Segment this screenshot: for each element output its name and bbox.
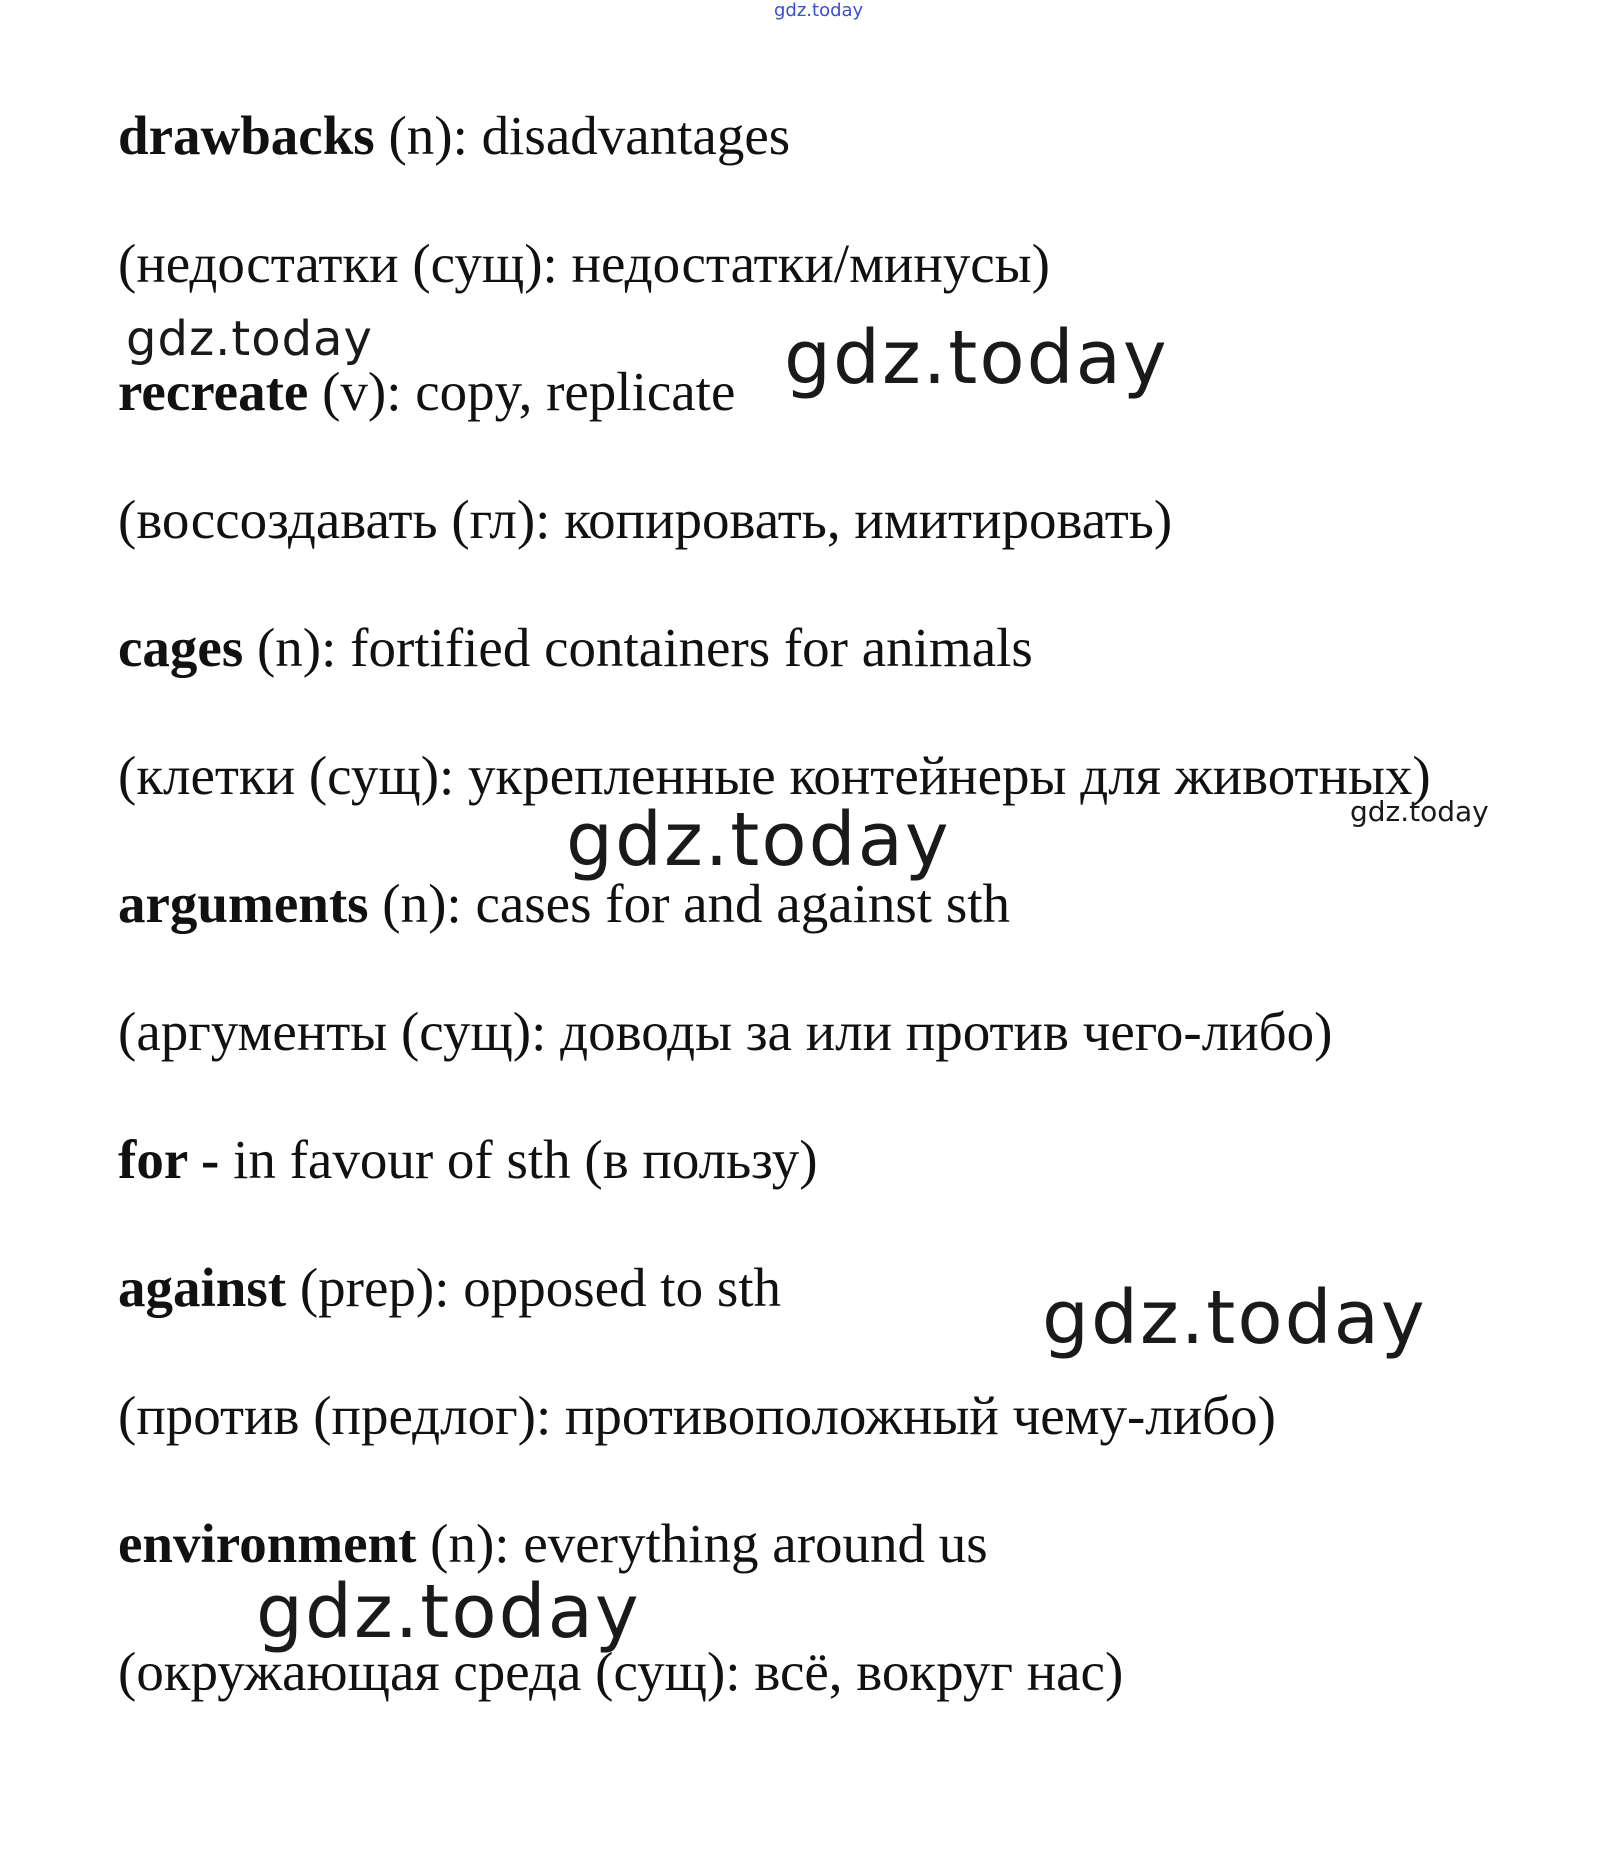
vocab-definition: (воссоздавать (гл): копировать, имитировать) bbox=[118, 489, 1173, 550]
vocab-term: arguments bbox=[118, 873, 369, 934]
vocab-definition: in favour of sth (в пользу) bbox=[219, 1129, 818, 1190]
vocab-definition: (клетки (сущ): укрепленные контейнеры для животных) bbox=[118, 745, 1431, 806]
vocab-line bbox=[118, 744, 1431, 808]
vocab-term: for - bbox=[118, 1129, 220, 1190]
vocab-line bbox=[118, 1128, 818, 1192]
watermark: gdz.today bbox=[1042, 1275, 1427, 1361]
watermark-top: gdz.today bbox=[774, 0, 864, 21]
vocab-line bbox=[118, 616, 1033, 680]
vocab-line bbox=[118, 1256, 781, 1320]
watermark: gdz.today bbox=[784, 315, 1169, 401]
vocab-term: recreate bbox=[118, 361, 309, 422]
vocab-line bbox=[118, 1640, 1123, 1704]
vocab-line bbox=[118, 360, 735, 424]
watermark: gdz.today bbox=[1350, 795, 1489, 828]
vocab-definition: (v): copy, replicate bbox=[308, 361, 736, 422]
watermark: gdz.today bbox=[126, 311, 373, 367]
vocab-line bbox=[118, 1384, 1276, 1448]
vocab-term: environment bbox=[118, 1513, 417, 1574]
vocab-definition: (prep): opposed to sth bbox=[286, 1257, 782, 1318]
vocab-line bbox=[118, 1000, 1332, 1064]
vocab-term: cages bbox=[118, 617, 244, 678]
vocab-line bbox=[118, 104, 790, 168]
vocab-term: against bbox=[118, 1257, 287, 1318]
vocab-term: drawbacks bbox=[118, 105, 375, 166]
vocab-line bbox=[118, 232, 1050, 296]
vocab-definition: (n): cases for and against sth bbox=[368, 873, 1011, 934]
vocab-definition: (недостатки (сущ): недостатки/минусы) bbox=[118, 233, 1050, 294]
vocab-definition: (n): fortified containers for animals bbox=[243, 617, 1033, 678]
vocab-definition: (окружающая среда (сущ): всё, вокруг нас) bbox=[118, 1641, 1124, 1702]
vocab-line bbox=[118, 1512, 988, 1576]
vocab-line bbox=[118, 872, 1010, 936]
vocab-definition: (аргументы (сущ): доводы за или против чего-либо) bbox=[118, 1001, 1333, 1062]
vocab-definition: (против (предлог): противоположный чему-либо) bbox=[118, 1385, 1276, 1446]
vocab-definition: (n): everything around us bbox=[416, 1513, 988, 1574]
watermark: gdz.today bbox=[256, 1569, 641, 1655]
watermark: gdz.today bbox=[566, 797, 951, 883]
vocab-line bbox=[118, 488, 1172, 552]
vocab-definition: (n): disadvantages bbox=[374, 105, 791, 166]
